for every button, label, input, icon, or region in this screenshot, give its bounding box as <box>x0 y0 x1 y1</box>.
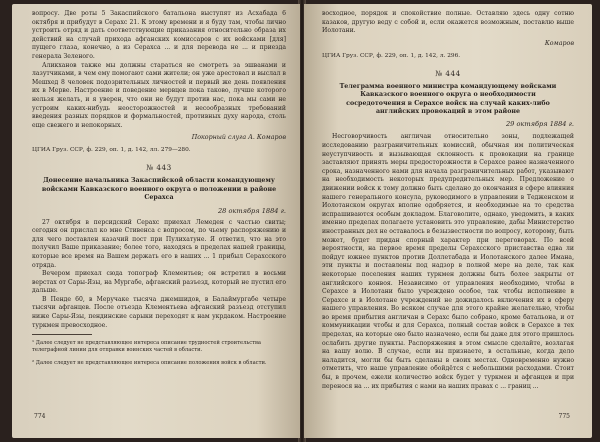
document-title-443: Донесение начальника Закаспийской области командующему войсками Кавказского военного округа о положении в районе Серахса <box>41 177 277 202</box>
left-paragraph-3: 27 октября в персидский Серахс приехал Лемеден с частью свиты; сегодня он прислал ко мне Стивенса с вопросом, по чьему распоряжению и для чего поставлен казачий пост при Пулихатуне. Я ответил, что на это получил Ваше приказание; более того, находясь в пределах нашей границы, которые все время на Вашем держать его в наших ... 1 прибыл Серахсского отряда. <box>32 218 286 269</box>
right-page-number: 775 <box>558 413 570 420</box>
document-date-444: 29 октября 1884 г. <box>505 120 574 129</box>
document-title-444: Телеграмма военного министра командующему войсками Кавказского военного округа о необходимости сосредоточения в Серахсе войск на случай каких-либо английских провокаций в этом районе <box>339 82 557 115</box>
document-date-443: 28 октября 1884 г. <box>217 206 286 215</box>
left-paragraph-5: В Пенде 60, в Меручаке тысяча джемшидов, в Балаймургабе четыре тысячи афганцев. После отъезда Клементьева афганский разъезд отступил ниже Сары-Язы, пендинские сарыки переходят к нам укрдаком. Настроение туркмен превосходное. <box>32 295 286 329</box>
left-signature: Покорный слуга А. Комаров <box>191 134 286 142</box>
right-page-column <box>322 10 574 391</box>
footnote-divider <box>32 334 92 335</box>
left-page-number: 774 <box>34 413 46 420</box>
footnote-1: ¹ Далее следует не представляющее интереса описание трудностей строительства телеграфной линии для отправки воинских частей в области. <box>32 340 261 354</box>
right-archive-reference: ЦГИА Груз. ССР, ф. 229, оп. 1, д. 142, л. 296. <box>322 52 461 59</box>
left-archive-reference: ЦГИА Груз. ССР, ф. 229, оп. 1, д. 142, лл. 279—280. <box>32 147 191 154</box>
left-paragraph-4: Вечером приехал сюда топограф Клементьев; он встретил в восьми верстах от Сары-Язы, на Мургабе, афганский разъезд, который не пустил его дальше. <box>32 270 286 295</box>
right-page <box>304 4 592 438</box>
right-signature: Комаров <box>544 39 574 47</box>
left-page-column <box>32 10 286 372</box>
document-number-443: № 443 <box>146 163 172 173</box>
right-top-paragraph: восходное, порядок и спокойствие полные. Оставляю здесь одну сотню казаков, другую веду с собой и, если окажется возможным, поставлю выше Иолотани. <box>322 10 574 35</box>
right-body-paragraph: Несговорчивость англичан относительно зоны, подлежащей исследованию разграничительных комиссий, обычная им политическая неуступчивость и вызывающая склонность к провокации на границе заставляют принять меры предосторожности в Серахсе ранее назначенного срока, назначенного нами для начала разграничительных работ, указывают на необходимость некоторых предупредительных мер. Предложение о движении войск к тому должно быть сделано до окончания в сфере влияния нашего генерального консула, руководимого в управлении в Тедженском и Иолотанском округах вполне одобряется, и необходимые на то средства испрашиваются особым докладом. Благоволите, однако, уведомить, в каких именно пределах полагаете установить это управление, дабы Министерство иностранных дел не оставалось в безызвестности по вопросу, которому, быть может, будет придан спорный характер при переговорах. По всей вероятности, на первое время пределы Серахсского приставства едва ли пойдут южнее пунктов против Доллетабада и Иолотанского далее Имана, эти пункты и поставлены под надзор в полной мере на деле, так как некоторые поселения наших туркмен должны быть более закрыты от английского конвоя. Независимо от управления необходимо, чтобы в Серахсе в Иолотани было учреждено особое, так чтобы исполнение в Серахсе и в Иолотане учреждений не дожидалось включения их в сферу нашего управления. Во всяком случае для этого крайне желательно, чтобы во время прибытия англичан в Серахс было собрано, кроме батальона, и от коммуникации чтобы и для Серахса, полный состав войск в Серахсе в тех пределах, на которые оно было назначено, если бы даже для этого пришлось ослабить другие пункты. Распоряжения в этом смысле сделайте, возлагая на вашу волю. В случае, если вы признаете, в остальные, когда дело наладится, могли бы быть сделаны в своих местах. Одновременно нужно отметить, что наше управление обойдётся с небольшими расходами. Стоит бы, в прочем, ежели количество войск будет у туркмен и афганцев и при перенося на ... их прибытия с нами на наших правах с ... границ ... <box>322 133 574 390</box>
document-number-444: № 444 <box>435 68 461 78</box>
footnote-2: ² Далее следует не представляющее интереса описание положения войск в области. <box>32 359 267 366</box>
left-paragraph-2: Аликханов также мы должны стараться не смотреть за эшванами и лазутчиками, в чем ему помогают сами жители; он уже арестовал и выслал в Мешхед 8 человек подозрительных личностей и первый же день появления их в Мерве. Настроение и поведение мервцев пока таково, лучше которого нельзя желать, и я уверен, что они не будут против нас, пока мы сами не устроим каких-нибудь неосторожностей и несообразных требований введения разных порядков и формальностей, противных духу народа, столь еще свежего и непокорных. <box>32 61 286 129</box>
left-top-paragraph: вопросу. Две роты 5 Закаспийского батальона выступят из Асхабада 6 октября и прибудут в Серахс 21. К этому времени и я буду там, чтобы лично устроить отряд и дать соответствующие приказания относительно образа их действий на случай прихода афганских комиссаров с их войсками [для] пущего глаза, конечно, а из Серахса ... и для перевода не ... и приезда генерала Зеленого. <box>32 10 286 60</box>
left-page <box>12 4 300 438</box>
